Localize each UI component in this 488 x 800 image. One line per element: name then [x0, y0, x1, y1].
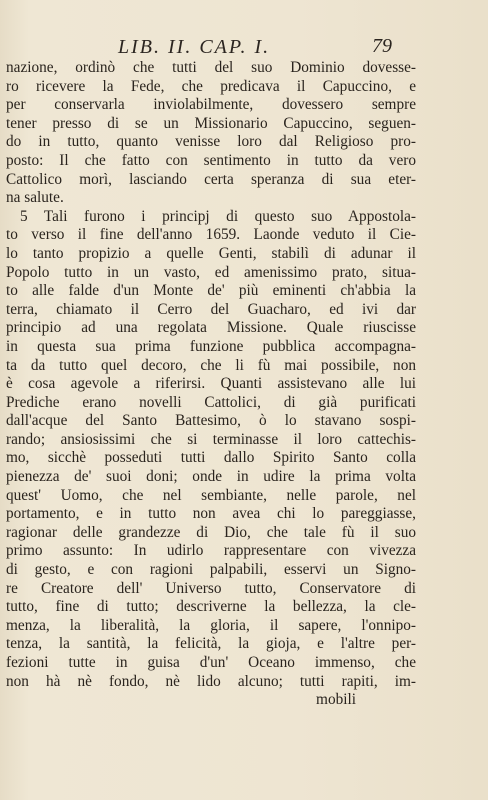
text-line: na salute.	[6, 189, 64, 207]
text-line: ro ricevere la Fede, che predicava il Capuccino, e	[6, 77, 416, 95]
body-text	[6, 59, 416, 710]
text-line: do in tutto, quanto venisse loro dal Religioso pro-	[6, 133, 416, 151]
text-line: lo tanto propizio a quelle Genti, stabilì di adunar il	[6, 244, 416, 262]
text-line: mo, sicchè posseduti tutti dallo Spirito Santo colla	[6, 449, 416, 467]
text-line: to alle falde d'un Monte de' più eminenti ch'abbia la	[6, 282, 416, 300]
text-line: pienezza de' suoi doni; onde in udire la prima volta	[6, 468, 416, 486]
text-line: in questa sua prima funzione pubblica accompagna-	[6, 337, 416, 355]
text-line: menza, la liberalità, la gloria, il sapere, l'onnipo-	[6, 616, 416, 634]
text-line: non hà nè fondo, nè lido alcuno; tutti rapiti, im-	[6, 672, 416, 690]
text-line: di gesto, e con ragioni palpabili, esservi un Signo-	[6, 561, 416, 579]
text-line: Cattolico morì, lasciando certa speranza di sua eter-	[6, 170, 416, 188]
text-line: Prediche erano novelli Cattolici, di già purificati	[6, 393, 416, 411]
text-line: tenza, la santità, la felicità, la gioja, e l'altre per-	[6, 635, 416, 653]
text-line: posto: Il che fatto con sentimento in tutto da vero	[6, 151, 416, 169]
text-line: fezioni tutte in guisa d'un' Oceano immenso, che	[6, 654, 416, 671]
text-line: to verso il fine dell'anno 1659. Laonde veduto il Cie-	[6, 226, 416, 244]
text-line: portamento, e in tutto non avea chi lo pareggiasse,	[6, 505, 416, 523]
text-line: quest' Uomo, che nel sembiante, nelle parole, nel	[6, 486, 416, 504]
text-line: ta da tutto quel decoro, che li fù mai possibile, non	[6, 356, 416, 374]
text-line: tutto, fine di tutto; descriverne la bellezza, la cle-	[6, 598, 416, 616]
text-line: nazione, ordinò che tutti del suo Dominio dovesse-	[6, 59, 416, 76]
text-line: re Creatore dell' Universo tutto, Conservatore di	[6, 579, 416, 597]
page-number: 79	[372, 35, 392, 57]
text-line: tener presso di se un Missionario Capuccino, seguen-	[6, 114, 416, 132]
text-line: per conservarla inviolabilmente, dovessero sempre	[6, 96, 416, 114]
text-line: ragionar delle grandezze di Dio, che tale fù il suo	[6, 523, 416, 541]
text-line: dall'acque del Santo Battesimo, ò lo stavano sospi-	[6, 412, 416, 430]
text-line: mobili	[316, 691, 356, 709]
text-line: rando; ansiosissimi che si terminasse il loro cattechis-	[6, 430, 416, 448]
text-line: 5 Tali furono i principj di questo suo Appostola-	[20, 207, 416, 225]
running-head: LIB. II. CAP. I.	[118, 36, 271, 58]
text-line: principio ad una regolata Missione. Quale riuscisse	[6, 319, 416, 337]
text-line: terra, chiamato il Cerro del Guacharo, ed ivi dar	[6, 300, 416, 318]
text-line: primo assunto: In udirlo rappresentare con vivezza	[6, 542, 416, 560]
text-line: Popolo tutto in un vasto, ed amenissimo prato, situa-	[6, 263, 416, 281]
text-line: è cosa agevole a riferirsi. Quanti assistevano alle lui	[6, 375, 416, 393]
